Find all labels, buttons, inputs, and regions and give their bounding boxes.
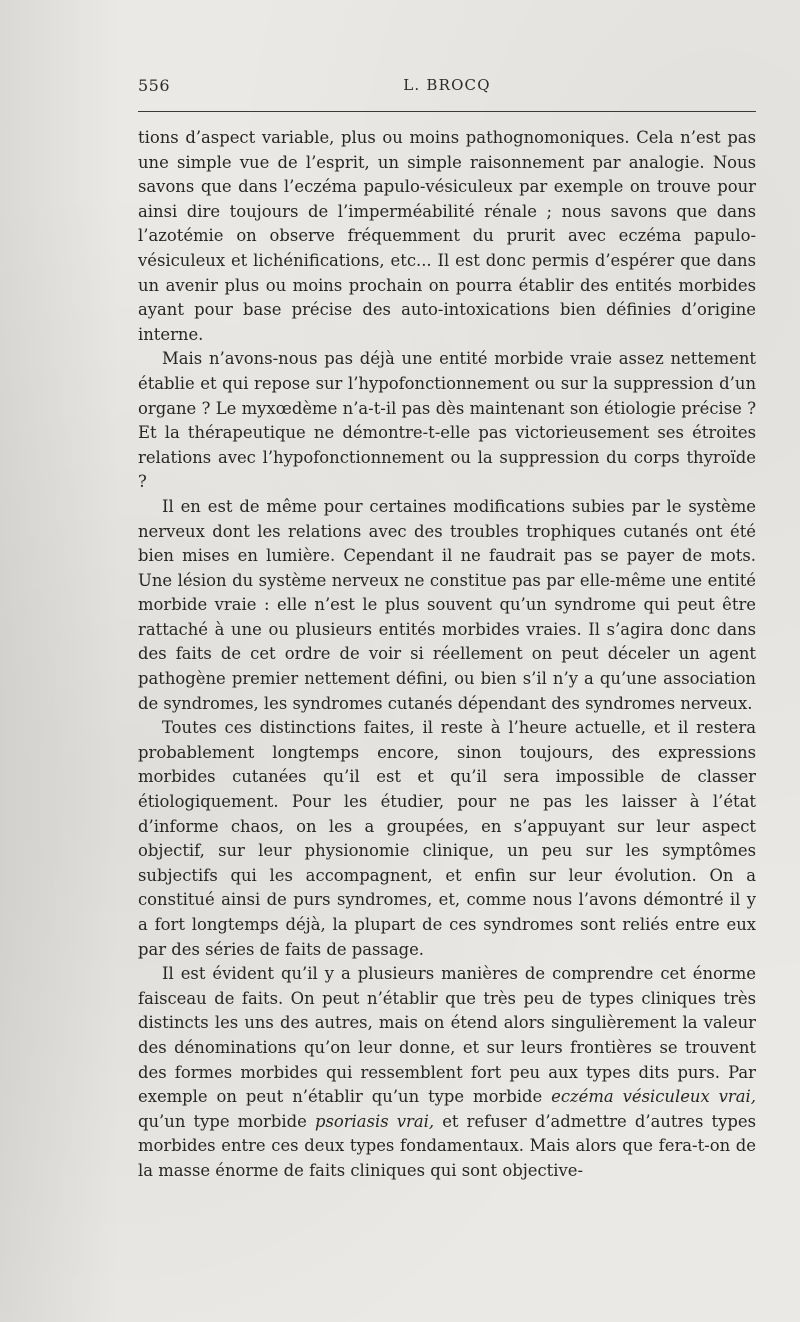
italic-term: eczéma vésiculeux vrai, xyxy=(551,1087,756,1107)
paragraph-text: qu’un type morbide xyxy=(138,1111,315,1131)
paragraph-text: et refuser d’admettre d’autres types morbides entre ces deux types fondamentaux. Mais alors que fera-t-on de la masse énorme de faits cliniques qui sont objective- xyxy=(138,1111,756,1180)
paragraph: Il en est de même pour certaines modifications subies par le système nerveux dont les relations avec des troubles trophiques cutanés ont été bien mises en lumière. Cependant il ne faudrait pas se payer de mots. Une lésion du système nerveux ne constitue pas par elle-même une entité morbide vraie : elle n’est le plus souvent qu’un syndrome qui peut être rattaché à une ou plusieurs entités morbides vraies. Il s’agira donc dans des faits de cet ordre de voir si réellement on peut déceler un agent pathogène premier nettement défini, ou bien s’il n’y a qu’une association de syndromes, les syndromes cutanés dépendant des syndromes nerveux. xyxy=(138,496,756,713)
page-number: 556 xyxy=(138,76,171,95)
page-edge-shadow xyxy=(0,0,120,1322)
paragraph xyxy=(138,962,756,1183)
header-rule xyxy=(138,111,756,112)
page-header xyxy=(138,76,756,98)
body-text xyxy=(138,126,756,1184)
italic-term: psoriasis vrai, xyxy=(314,1111,435,1131)
paragraph-text: Il est évident qu’il y a plusieurs manières de comprendre cet énorme faisceau de faits. On peut n’établir que très peu de types cliniques très distincts les uns des autres, mais on étend alors singulièrement la valeur des dénominations qu’on leur donne, et sur leurs frontières se trouvent des formes morbides qui ressemblent fort peu aux types dits purs. Par exemple on peut n’établir qu’un type morbide xyxy=(138,964,756,1107)
paragraph: Toutes ces distinctions faites, il reste à l’heure actuelle, et il restera probablement longtemps encore, sinon toujours, des expressions morbides cutanées qu’il est et qu’il sera impossible de classer étiologiquement. Pour les étudier, pour ne pas les laisser à l’état d’informe chaos, on les a groupées, en s’appuyant sur leur aspect objectif, sur leur physionomie clinique, un peu sur les symptômes subjectifs qui les accompagnent, et enfin sur leur évolution. On a constitué ainsi de purs syndromes, et, comme nous l’avons démontré il y a fort longtemps déjà, la plupart de ces syndromes sont reliés entre eux par des séries de faits de passage. xyxy=(138,718,756,959)
running-head: L. BROCQ xyxy=(403,76,491,94)
paragraph: Mais n’avons-nous pas déjà une entité morbide vraie assez nettement établie et qui repose sur l’hypofonctionnement ou sur la suppression d’un organe ? Le myxœdème n’a-t-il pas dès maintenant son étiologie précise ? Et la thérapeutique ne démontre-t-elle pas victorieusement ses étroites relations avec l’hypofonctionnement ou la suppression du corps thyroïde ? xyxy=(138,349,756,492)
paragraph: tions d’aspect variable, plus ou moins pathognomoniques. Cela n’est pas une simple vue de l’esprit, un simple raisonnement par analogie. Nous savons que dans l’eczéma papulo-vésiculeux par exemple on trouve pour ainsi dire toujours de l’imperméabilité rénale ; nous savons que dans l’azotémie on observe fréquemment du prurit avec eczéma papulo-vésiculeux et lichénifications, etc... Il est donc permis d’espérer que dans un avenir plus ou moins prochain on pourra établir des entités morbides ayant pour base précise des auto-intoxications bien définies d’origine interne. xyxy=(138,128,756,344)
